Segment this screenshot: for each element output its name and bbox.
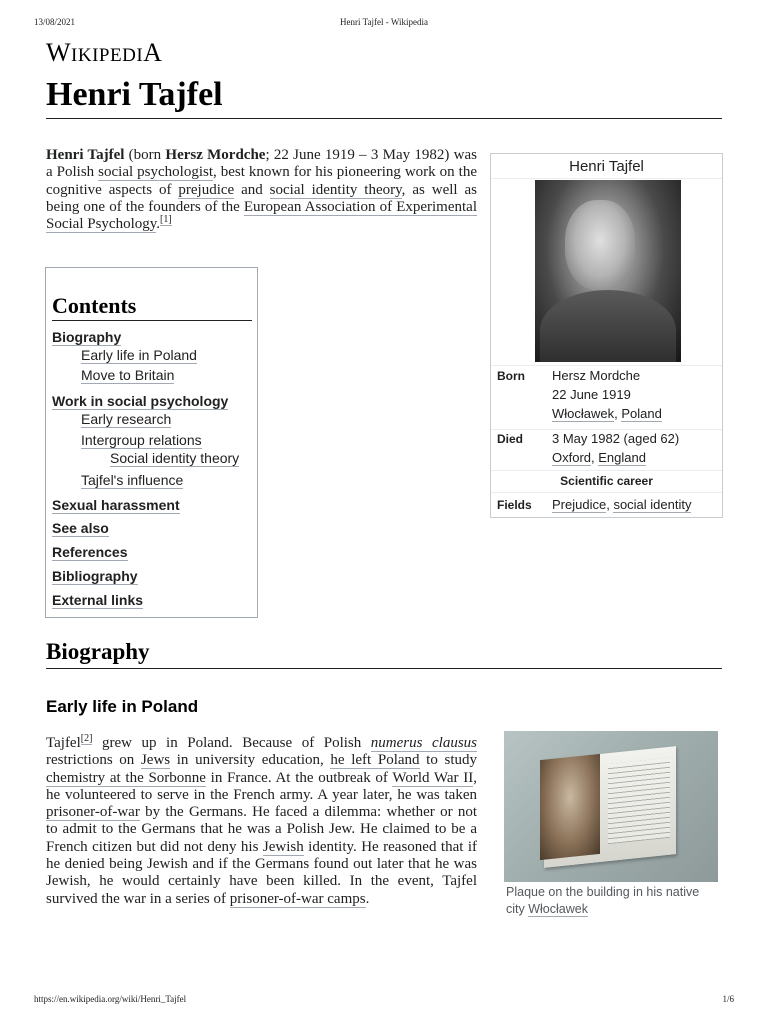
born-place bbox=[552, 404, 662, 423]
print-date: 13/08/2021 bbox=[34, 17, 76, 27]
link-social-psychologist[interactable]: social psychologist bbox=[98, 164, 213, 181]
infobox-died-label: Died bbox=[497, 432, 524, 446]
lead-text: and bbox=[234, 181, 270, 198]
toc-item-intergroup[interactable] bbox=[81, 432, 202, 449]
body-text: . bbox=[365, 890, 370, 907]
body-text: in university education, bbox=[170, 752, 331, 769]
print-page-number: 1/6 bbox=[722, 994, 734, 1004]
toc-item-social-identity[interactable] bbox=[110, 450, 239, 467]
toc-item-label: References bbox=[52, 544, 128, 560]
plaque-portrait bbox=[540, 754, 600, 860]
separator: , bbox=[591, 450, 599, 465]
toc-item-label: External links bbox=[52, 592, 144, 608]
toc-item-influence[interactable] bbox=[81, 472, 183, 489]
section-heading-biography: Biography bbox=[46, 638, 722, 669]
subsection-heading-early-life: Early life in Poland bbox=[46, 697, 199, 716]
table-of-contents bbox=[45, 267, 258, 618]
toc-item-label: Early research bbox=[81, 411, 172, 427]
link-wloclawek[interactable]: Włocławek bbox=[552, 406, 615, 421]
body-text: by the Germans. He faced a dilemma: whether or not to admit to the Germans that he was a Polish Jew. He claimed to be a French citizen but did not deny his bbox=[46, 804, 477, 855]
link-social-identity-field[interactable]: social identity bbox=[613, 497, 692, 512]
reference-2[interactable]: [2] bbox=[80, 733, 93, 744]
infobox-title: Henri Tajfel bbox=[569, 158, 644, 175]
toc-item-label: Tajfel's influence bbox=[81, 472, 184, 488]
died-date: 3 May 1982 (aged 62) bbox=[552, 431, 680, 446]
portrait-body bbox=[540, 290, 676, 362]
separator: , bbox=[614, 406, 622, 421]
link-jews[interactable]: Jews bbox=[140, 752, 171, 769]
body-text: Tajfel bbox=[46, 735, 81, 751]
toc-item-label: See also bbox=[52, 520, 109, 536]
link-jewish[interactable]: Jewish bbox=[262, 838, 304, 855]
print-document-title: Henri Tajfel - Wikipedia bbox=[340, 17, 428, 27]
infobox-divider bbox=[491, 178, 722, 179]
toc-item-biography[interactable] bbox=[52, 329, 121, 346]
body-text: in France. At the outbreak of bbox=[205, 769, 393, 786]
caption-text: Plaque on the building in his native city bbox=[506, 885, 700, 916]
link-prisoner-of-war[interactable]: prisoner-of-war bbox=[46, 804, 140, 821]
body-text: identity. He reasoned that if he denied being Jewish and if the Germans found out later that he was Jewish, he would certainly have been killed. In the event, Tajfel survived the war in a series of bbox=[46, 838, 477, 907]
body-text: , he volunteered to serve in the French army. A year later, he was taken bbox=[46, 769, 477, 803]
lead-text: ; 22 June 1919 – 3 May 1982) was a Polish bbox=[46, 147, 477, 181]
born-date: 22 June 1919 bbox=[552, 387, 631, 402]
toc-item-label: Work in social psychology bbox=[52, 393, 229, 409]
link-eaesp[interactable]: European Association of Experimental Social Psychology bbox=[46, 198, 477, 233]
toc-item-label: Social identity theory bbox=[110, 450, 240, 466]
wordmark-letter-w: W bbox=[46, 38, 72, 67]
link-social-identity-theory[interactable]: social identity theory bbox=[269, 181, 402, 198]
toc-item-sexual-harassment[interactable] bbox=[52, 497, 180, 514]
reference-1[interactable]: [1] bbox=[160, 214, 172, 226]
lead-subject-name: Henri Tajfel bbox=[46, 147, 125, 163]
link-sorbonne[interactable]: chemistry at the Sorbonne bbox=[46, 769, 206, 786]
lead-text: (born bbox=[124, 147, 166, 163]
infobox-born-value bbox=[552, 366, 662, 423]
link-oxford[interactable]: Oxford bbox=[552, 450, 592, 465]
print-url[interactable]: https://en.wikipedia.org/wiki/Henri_Tajfel bbox=[34, 994, 187, 1004]
toc-item-early-life[interactable] bbox=[81, 347, 197, 364]
plaque-photo[interactable] bbox=[504, 731, 718, 882]
link-poland[interactable]: Poland bbox=[621, 406, 662, 421]
infobox bbox=[490, 153, 723, 518]
toc-item-early-research[interactable] bbox=[81, 411, 171, 428]
toc-item-see-also[interactable] bbox=[52, 520, 109, 537]
infobox-divider bbox=[491, 492, 722, 493]
toc-item-label: Intergroup relations bbox=[81, 432, 202, 448]
infobox-fields-value bbox=[552, 495, 691, 514]
toc-item-label: Biography bbox=[52, 329, 122, 345]
plaque-caption bbox=[506, 884, 718, 918]
toc-item-references[interactable] bbox=[52, 544, 128, 561]
infobox-career-header: Scientific career bbox=[560, 474, 653, 488]
portrait-photo[interactable] bbox=[535, 180, 681, 362]
infobox-died-value bbox=[552, 429, 679, 467]
toc-item-label: Move to Britain bbox=[81, 367, 175, 383]
link-pow-camps[interactable]: prisoner-of-war camps bbox=[229, 890, 366, 907]
wordmark-letters: IKIPEDI bbox=[71, 45, 144, 66]
infobox-divider bbox=[491, 470, 722, 471]
lead-text: , best known for his pioneering work on the cognitive aspects of bbox=[46, 164, 477, 198]
wikipedia-wordmark[interactable] bbox=[46, 38, 162, 68]
page-title: Henri Tajfel bbox=[46, 74, 722, 119]
toc-item-label: Bibliography bbox=[52, 568, 138, 584]
toc-item-label: Sexual harassment bbox=[52, 497, 180, 513]
link-prejudice-field[interactable]: Prejudice bbox=[552, 497, 607, 512]
lead-paragraph bbox=[46, 147, 477, 233]
link-world-war-ii[interactable]: World War II bbox=[392, 769, 474, 786]
lead-text: . bbox=[156, 216, 161, 233]
born-name: Hersz Mordche bbox=[552, 368, 641, 383]
link-left-poland[interactable]: he left Poland bbox=[330, 752, 420, 769]
infobox-fields-label: Fields bbox=[497, 498, 532, 512]
died-place bbox=[552, 448, 679, 467]
link-prejudice[interactable]: prejudice bbox=[178, 181, 235, 198]
link-wloclawek-caption[interactable]: Włocławek bbox=[528, 902, 588, 916]
portrait-face bbox=[565, 200, 635, 290]
toc-item-work[interactable] bbox=[52, 393, 228, 410]
toc-title: Contents bbox=[52, 294, 252, 321]
body-text: restrictions on bbox=[46, 752, 141, 769]
body-text: to study bbox=[419, 752, 477, 769]
early-life-paragraph bbox=[46, 735, 477, 908]
infobox-born-label: Born bbox=[497, 369, 525, 383]
toc-item-label: Early life in Poland bbox=[81, 347, 197, 363]
lead-text: , as well as being one of the founders of the bbox=[46, 181, 477, 215]
link-numerus-clausus[interactable]: numerus clausus bbox=[370, 735, 477, 751]
separator: , bbox=[606, 497, 614, 512]
toc-item-move-to-britain[interactable] bbox=[81, 367, 174, 384]
plaque-inscription bbox=[608, 758, 670, 845]
link-england[interactable]: England bbox=[598, 450, 646, 465]
toc-item-external-links[interactable] bbox=[52, 592, 143, 609]
wordmark-letter-a: A bbox=[143, 38, 163, 67]
toc-item-bibliography[interactable] bbox=[52, 568, 138, 585]
body-text: grew up in Poland. Because of Polish bbox=[92, 735, 371, 751]
lead-born-name: Hersz Mordche bbox=[165, 147, 266, 163]
